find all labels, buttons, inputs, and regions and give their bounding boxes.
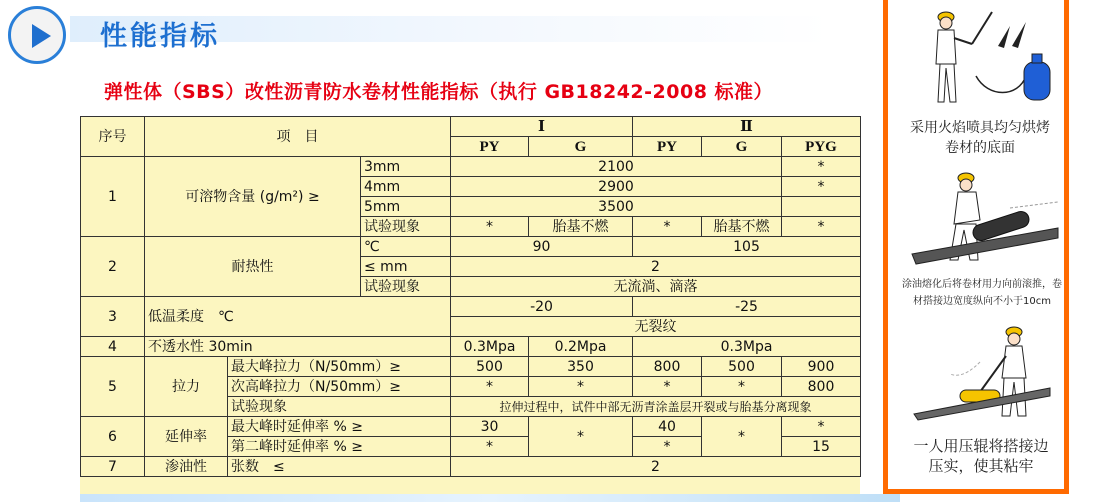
roller-worker-illustration <box>910 322 1060 422</box>
row-1-label-test: 试验现象 <box>361 217 451 237</box>
row-1-value-4mm: 2900 <box>451 177 782 197</box>
row-5-max-py-1: 500 <box>451 357 529 377</box>
row-4-name: 不透水性 30min <box>145 337 451 357</box>
row-5-second-py-1: * <box>451 377 529 397</box>
row-3-name: 低温柔度 ℃ <box>145 297 451 337</box>
row-6-max-py-2: 40 <box>633 417 702 437</box>
row-6-name: 延伸率 <box>145 417 228 457</box>
row-3-type-2: -25 <box>633 297 861 317</box>
row-6-second-py-1: * <box>451 437 529 457</box>
row-4-py-1: 0.3Mpa <box>451 337 529 357</box>
row-7-value: 2 <box>451 457 861 477</box>
row-5-second-py-2: * <box>633 377 702 397</box>
row-1-no: 1 <box>81 157 145 237</box>
play-icon <box>8 6 66 64</box>
step-2-caption: 涂油熔化后将卷材用力向前滚推，卷材搭接边宽度纵向不小于10cm <box>902 279 1062 307</box>
row-1-test-g-1: 胎基不燃 <box>529 217 633 237</box>
right-edge-strip <box>1085 0 1100 502</box>
header-g-1: G <box>529 137 633 157</box>
section-title: 性能指标 <box>100 21 220 52</box>
row-5-second-pyg: 800 <box>782 377 861 397</box>
header-py-2: PY <box>633 137 702 157</box>
spec-table-panel <box>80 116 860 494</box>
row-5-name: 拉力 <box>145 357 228 417</box>
row-1-value-3mm: 2100 <box>451 157 782 177</box>
row-2-label-test: 试验现象 <box>361 277 451 297</box>
row-1-label-3mm: 3mm <box>361 157 451 177</box>
header-py-1: PY <box>451 137 529 157</box>
row-6-no: 6 <box>81 417 145 457</box>
row-1-name: 可溶物含量 (g/m²) ≥ <box>145 157 361 237</box>
row-4-no: 4 <box>81 337 145 357</box>
spec-table <box>80 116 861 477</box>
row-1-pyg-5mm <box>782 197 861 217</box>
row-5-label-second: 次高峰拉力（N/50mm）≥ <box>228 377 451 397</box>
row-6-label-second: 第二峰时延伸率 % ≥ <box>228 437 451 457</box>
row-2-value-mm: 2 <box>451 257 861 277</box>
row-2-temp-type-1: 90 <box>451 237 633 257</box>
header-g-2: G <box>702 137 782 157</box>
row-6-label-max: 最大峰时延伸率 % ≥ <box>228 417 451 437</box>
installation-steps-panel <box>883 0 1069 494</box>
row-6-second-py-2: * <box>633 437 702 457</box>
row-6-g-2: * <box>702 417 782 457</box>
row-5-no: 5 <box>81 357 145 417</box>
row-1-test-g-2: 胎基不燃 <box>702 217 782 237</box>
row-5-second-g-1: * <box>529 377 633 397</box>
row-4-g-1: 0.2Mpa <box>529 337 633 357</box>
row-1-test-py-2: * <box>633 217 702 237</box>
row-3-type-1: -20 <box>451 297 633 317</box>
row-1-test-pyg: * <box>782 217 861 237</box>
row-1-pyg-3mm: * <box>782 157 861 177</box>
row-3-result: 无裂纹 <box>451 317 861 337</box>
row-6-max-py-1: 30 <box>451 417 529 437</box>
row-7-label: 张数 ≤ <box>228 457 451 477</box>
header-pyg: PYG <box>782 137 861 157</box>
row-2-name: 耐热性 <box>145 237 361 297</box>
row-2-label-mm: ≤ mm <box>361 257 451 277</box>
row-5-max-pyg: 900 <box>782 357 861 377</box>
row-6-g-1: * <box>529 417 633 457</box>
row-5-label-test: 试验现象 <box>228 397 451 417</box>
header-type-2: Ⅱ <box>633 117 861 137</box>
row-1-label-4mm: 4mm <box>361 177 451 197</box>
header-item: 项 目 <box>145 117 451 157</box>
header-no: 序号 <box>81 117 145 157</box>
row-5-max-g-2: 500 <box>702 357 782 377</box>
row-6-second-pyg: 15 <box>782 437 861 457</box>
row-6-max-pyg: * <box>782 417 861 437</box>
step-1-caption: 采用火焰喷具均匀烘烤卷材的底面 <box>910 120 1050 156</box>
step-3-caption: 一人用压辊将搭接边压实，使其粘牢 <box>913 437 1049 475</box>
row-7-name: 渗油性 <box>145 457 228 477</box>
bottom-decorative-band <box>80 494 900 502</box>
row-5-max-py-2: 800 <box>633 357 702 377</box>
row-2-temp-type-2: 105 <box>633 237 861 257</box>
row-4-type-2: 0.3Mpa <box>633 337 861 357</box>
row-5-second-g-2: * <box>702 377 782 397</box>
row-2-value-test: 无流淌、滴落 <box>451 277 861 297</box>
row-7-no: 7 <box>81 457 145 477</box>
rolling-worker-illustration <box>910 168 1060 268</box>
spec-subtitle: 弹性体（SBS）改性沥青防水卷材性能指标（执行 GB18242-2008 标准） <box>104 81 774 103</box>
row-2-no: 2 <box>81 237 145 297</box>
row-3-no: 3 <box>81 297 145 337</box>
row-5-max-g-1: 350 <box>529 357 633 377</box>
torch-worker-illustration <box>928 6 1068 106</box>
row-1-test-py-1: * <box>451 217 529 237</box>
row-5-value-test: 拉伸过程中，试件中部无沥青涂盖层开裂或与胎基分离现象 <box>451 397 861 417</box>
row-1-value-5mm: 3500 <box>451 197 782 217</box>
row-1-pyg-4mm: * <box>782 177 861 197</box>
row-1-label-5mm: 5mm <box>361 197 451 217</box>
row-5-label-max: 最大峰拉力（N/50mm）≥ <box>228 357 451 377</box>
row-2-label-temp: ℃ <box>361 237 451 257</box>
header-type-1: Ⅰ <box>451 117 633 137</box>
